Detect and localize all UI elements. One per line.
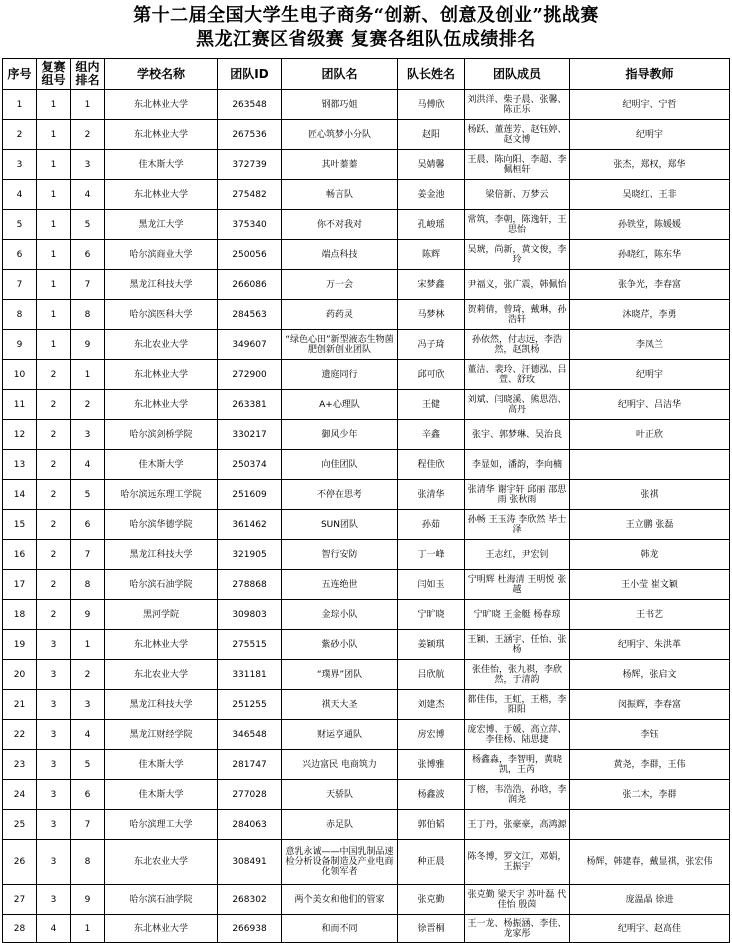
cell-team-id: 268302 [218, 885, 282, 915]
cell-rank: 5 [71, 210, 105, 240]
header-group: 复赛组号 [37, 59, 71, 90]
cell-rank: 6 [71, 780, 105, 810]
cell-rank: 5 [71, 750, 105, 780]
cell-members: 杨鑫淼，李智明，黄晓凯，王芮 [465, 750, 570, 780]
table-row [3, 420, 730, 450]
cell-rank: 1 [71, 90, 105, 120]
header-teacher: 指导教师 [570, 59, 730, 90]
cell-leader: 宋梦鑫 [398, 270, 465, 300]
cell-school: 黑龙江科技大学 [105, 540, 218, 570]
cell-school: 哈尔滨剑桥学院 [105, 420, 218, 450]
table-row [3, 450, 730, 480]
cell-teacher: 王小莹 崔文颖 [570, 570, 730, 600]
cell-seq: 11 [3, 390, 37, 420]
cell-group: 1 [37, 300, 71, 330]
cell-members: 丁榕，韦浩浩，孙晗，李润尧 [465, 780, 570, 810]
table-row [3, 390, 730, 420]
table-row [3, 210, 730, 240]
cell-group: 4 [37, 915, 71, 943]
cell-teacher: 黄尧，李群，王伟 [570, 750, 730, 780]
cell-seq: 8 [3, 300, 37, 330]
cell-team-id: 361462 [218, 510, 282, 540]
cell-school: 哈尔滨远东理工学院 [105, 480, 218, 510]
cell-seq: 15 [3, 510, 37, 540]
cell-teacher: 闵振辉，李春富 [570, 690, 730, 720]
cell-rank: 1 [71, 630, 105, 660]
cell-team-name: “璞界”团队 [282, 660, 398, 690]
cell-school: 佳木斯大学 [105, 750, 218, 780]
cell-members: 杨跃、董莲芳、赵钰婷、赵文博 [465, 120, 570, 150]
cell-rank: 6 [71, 510, 105, 540]
cell-team-id: 372739 [218, 150, 282, 180]
cell-seq: 2 [3, 120, 37, 150]
cell-teacher: 纪明宇、赵高佳 [570, 915, 730, 943]
cell-school: 东北林业大学 [105, 915, 218, 943]
cell-leader: 张博雅 [398, 750, 465, 780]
cell-seq: 21 [3, 690, 37, 720]
cell-team-id: 375340 [218, 210, 282, 240]
cell-leader: 姜金池 [398, 180, 465, 210]
cell-teacher: 王立鹏 张磊 [570, 510, 730, 540]
cell-leader: 吴婧馨 [398, 150, 465, 180]
cell-rank: 1 [71, 360, 105, 390]
cell-seq: 19 [3, 630, 37, 660]
cell-team-id: 272900 [218, 360, 282, 390]
header-members: 团队成员 [465, 59, 570, 90]
cell-rank: 8 [71, 840, 105, 885]
cell-school: 东北林业大学 [105, 120, 218, 150]
cell-teacher: 纪明宇 [570, 360, 730, 390]
table-row [3, 360, 730, 390]
cell-seq: 28 [3, 915, 37, 943]
cell-team-name: 畅言队 [282, 180, 398, 210]
cell-members: 张清华 谢宇轩 邱丽 邵思雨 张秋雨 [465, 480, 570, 510]
cell-members: 王志红，尹宏钊 [465, 540, 570, 570]
header-seq: 序号 [3, 59, 37, 90]
table-row [3, 720, 730, 750]
cell-school: 哈尔滨医科大学 [105, 300, 218, 330]
cell-school: 东北农业大学 [105, 660, 218, 690]
cell-rank: 9 [71, 600, 105, 630]
cell-teacher: 孙铁堂，陈媛媛 [570, 210, 730, 240]
cell-leader: 张清华 [398, 480, 465, 510]
cell-seq: 13 [3, 450, 37, 480]
cell-team-name: 和而不同 [282, 915, 398, 943]
cell-members: 常筑，李朝，陈逸轩，王思怡 [465, 210, 570, 240]
cell-teacher: 韩龙 [570, 540, 730, 570]
cell-team-id: 349607 [218, 330, 282, 360]
cell-rank: 6 [71, 240, 105, 270]
cell-team-id: 250056 [218, 240, 282, 270]
cell-school: 黑龙江大学 [105, 210, 218, 240]
cell-group: 2 [37, 540, 71, 570]
cell-seq: 16 [3, 540, 37, 570]
cell-rank: 7 [71, 540, 105, 570]
cell-members: 孙畅 王玉涛 李欣然 毕士泽 [465, 510, 570, 540]
cell-team-name: 兴边富民 电商筑力 [282, 750, 398, 780]
cell-team-name: 万一会 [282, 270, 398, 300]
cell-seq: 4 [3, 180, 37, 210]
cell-team-id: 281747 [218, 750, 282, 780]
cell-team-name: 钢都巧姐 [282, 90, 398, 120]
cell-leader: 孙茹 [398, 510, 465, 540]
cell-leader: 徐晋桐 [398, 915, 465, 943]
cell-seq: 6 [3, 240, 37, 270]
cell-teacher: 纪明宇 [570, 120, 730, 150]
cell-members: 王一龙、杨振涵、李佳、龙家彤 [465, 915, 570, 943]
cell-seq: 22 [3, 720, 37, 750]
cell-team-name: 药药灵 [282, 300, 398, 330]
cell-members: 尹福义，张广震，韩佩怡 [465, 270, 570, 300]
table-row [3, 480, 730, 510]
table-row [3, 330, 730, 360]
cell-team-name: 两个美女和他们的管家 [282, 885, 398, 915]
cell-rank: 9 [71, 330, 105, 360]
cell-team-id: 263548 [218, 90, 282, 120]
cell-members: 刘洪洋、柴子晨、张馨、陈正乐 [465, 90, 570, 120]
cell-teacher: 杨辉，韩建春，戴显祺，张宏伟 [570, 840, 730, 885]
cell-members: 梁倍新、万梦云 [465, 180, 570, 210]
cell-rank: 7 [71, 810, 105, 840]
table-row [3, 90, 730, 120]
table-row [3, 300, 730, 330]
cell-group: 3 [37, 780, 71, 810]
cell-team-name: “绿色心田”新型液态生物菌肥创新创业团队 [282, 330, 398, 360]
cell-team-id: 275482 [218, 180, 282, 210]
cell-seq: 18 [3, 600, 37, 630]
cell-group: 1 [37, 330, 71, 360]
cell-teacher: 张争光，李春富 [570, 270, 730, 300]
cell-teacher: 庞温晶 徐进 [570, 885, 730, 915]
cell-rank: 4 [71, 450, 105, 480]
cell-team-id: 321905 [218, 540, 282, 570]
cell-group: 1 [37, 90, 71, 120]
cell-rank: 2 [71, 120, 105, 150]
cell-team-name: 端点科技 [282, 240, 398, 270]
cell-leader: 杨鑫波 [398, 780, 465, 810]
cell-team-id: 331181 [218, 660, 282, 690]
cell-team-name: 不停在思考 [282, 480, 398, 510]
cell-leader: 陈辉 [398, 240, 465, 270]
cell-team-id: 266938 [218, 915, 282, 943]
cell-school: 佳木斯大学 [105, 450, 218, 480]
cell-teacher: 张祺 [570, 480, 730, 510]
cell-team-name: 向佳团队 [282, 450, 398, 480]
cell-school: 东北林业大学 [105, 180, 218, 210]
cell-members: 贺莉倩，曾琦，戴琳，孙浩轩 [465, 300, 570, 330]
cell-school: 哈尔滨华德学院 [105, 510, 218, 540]
table-header-row [3, 59, 730, 90]
cell-rank: 7 [71, 270, 105, 300]
cell-teacher: 杨辉，张启文 [570, 660, 730, 690]
cell-seq: 17 [3, 570, 37, 600]
cell-leader: 马梦林 [398, 300, 465, 330]
cell-team-name: 天骄队 [282, 780, 398, 810]
cell-school: 东北农业大学 [105, 840, 218, 885]
cell-group: 2 [37, 390, 71, 420]
cell-members: 王晨、陈向阳、李超、李佩桓轩 [465, 150, 570, 180]
header-leader: 队长姓名 [398, 59, 465, 90]
cell-leader: 吕欣航 [398, 660, 465, 690]
cell-school: 黑龙江财经学院 [105, 720, 218, 750]
table-row [3, 780, 730, 810]
table-row [3, 180, 730, 210]
cell-leader: 孔峻瑶 [398, 210, 465, 240]
cell-leader: 程佳欣 [398, 450, 465, 480]
cell-team-name: 财运亨通队 [282, 720, 398, 750]
cell-team-id: 346548 [218, 720, 282, 750]
cell-members: 吴琥，尚新，黄文俊，李玲 [465, 240, 570, 270]
cell-teacher: 纪明宇、宁哲 [570, 90, 730, 120]
cell-leader: 刘建杰 [398, 690, 465, 720]
cell-leader: 房宏博 [398, 720, 465, 750]
cell-team-name: 紫砂小队 [282, 630, 398, 660]
cell-group: 3 [37, 630, 71, 660]
table-row [3, 630, 730, 660]
cell-group: 2 [37, 600, 71, 630]
header-team-id: 团队ID [218, 59, 282, 90]
cell-team-name: A+心理队 [282, 390, 398, 420]
cell-school: 黑龙江科技大学 [105, 270, 218, 300]
cell-teacher: 张二木，李群 [570, 780, 730, 810]
cell-teacher: 王书艺 [570, 600, 730, 630]
cell-school: 东北林业大学 [105, 390, 218, 420]
cell-team-name: 金琮小队 [282, 600, 398, 630]
cell-team-name: 赤足队 [282, 810, 398, 840]
cell-leader: 郭伯韬 [398, 810, 465, 840]
table-row [3, 120, 730, 150]
cell-rank: 2 [71, 390, 105, 420]
cell-group: 2 [37, 420, 71, 450]
cell-team-id: 250374 [218, 450, 282, 480]
cell-leader: 宁旷晓 [398, 600, 465, 630]
cell-teacher [570, 810, 730, 840]
cell-team-name: 匠心筑梦小分队 [282, 120, 398, 150]
table-row [3, 840, 730, 885]
cell-rank: 4 [71, 180, 105, 210]
cell-team-id: 284563 [218, 300, 282, 330]
cell-group: 2 [37, 570, 71, 600]
cell-rank: 3 [71, 150, 105, 180]
cell-leader: 赵阳 [398, 120, 465, 150]
cell-school: 黑河学院 [105, 600, 218, 630]
cell-teacher: 张杰，郑权，郑华 [570, 150, 730, 180]
cell-seq: 20 [3, 660, 37, 690]
cell-team-name: 遗庭同行 [282, 360, 398, 390]
cell-rank: 4 [71, 720, 105, 750]
cell-rank: 5 [71, 480, 105, 510]
cell-group: 1 [37, 150, 71, 180]
cell-rank: 1 [71, 915, 105, 943]
cell-team-name: 御风少年 [282, 420, 398, 450]
cell-members: 张佳怡，张九祺，李欣然，于清韵 [465, 660, 570, 690]
cell-members: 宁旷晓 王金艇 杨春琼 [465, 600, 570, 630]
cell-group: 3 [37, 810, 71, 840]
cell-leader: 冯子琦 [398, 330, 465, 360]
cell-school: 东北林业大学 [105, 90, 218, 120]
header-school: 学校名称 [105, 59, 218, 90]
cell-group: 1 [37, 270, 71, 300]
cell-team-name: 五连绝世 [282, 570, 398, 600]
cell-leader: 丁一峰 [398, 540, 465, 570]
cell-school: 东北林业大学 [105, 630, 218, 660]
cell-seq: 26 [3, 840, 37, 885]
header-team-name: 团队名 [282, 59, 398, 90]
cell-team-id: 278868 [218, 570, 282, 600]
table-row [3, 540, 730, 570]
cell-teacher: 纪明宇、朱洪革 [570, 630, 730, 660]
cell-group: 2 [37, 510, 71, 540]
cell-group: 1 [37, 180, 71, 210]
cell-team-name: 其叶蓁蓁 [282, 150, 398, 180]
cell-rank: 8 [71, 570, 105, 600]
cell-leader: 种正晨 [398, 840, 465, 885]
cell-group: 1 [37, 210, 71, 240]
table-row [3, 750, 730, 780]
cell-leader: 闫如玉 [398, 570, 465, 600]
cell-seq: 10 [3, 360, 37, 390]
cell-seq: 5 [3, 210, 37, 240]
cell-group: 3 [37, 885, 71, 915]
cell-seq: 1 [3, 90, 37, 120]
table-row [3, 660, 730, 690]
cell-team-name: 智行安防 [282, 540, 398, 570]
cell-leader: 邱可欣 [398, 360, 465, 390]
cell-group: 1 [37, 240, 71, 270]
table-row [3, 690, 730, 720]
cell-group: 3 [37, 660, 71, 690]
table-row [3, 600, 730, 630]
cell-members: 王颖、王涵宇、任怡、张杨 [465, 630, 570, 660]
cell-members: 都佳伟，王虹，王楷，李阳阳 [465, 690, 570, 720]
cell-school: 东北林业大学 [105, 360, 218, 390]
page-title: 第十二届全国大学生电子商务“创新、创意及创业”挑战赛 [133, 5, 599, 26]
cell-members: 王丁丹，张豪豪，高鸿源 [465, 810, 570, 840]
cell-team-id: 330217 [218, 420, 282, 450]
cell-leader: 辛鑫 [398, 420, 465, 450]
cell-group: 2 [37, 450, 71, 480]
table-row [3, 570, 730, 600]
cell-members: 张宇、郭梦琳、吴治良 [465, 420, 570, 450]
table-body [3, 90, 730, 943]
cell-team-id: 263381 [218, 390, 282, 420]
cell-team-name: 你不对我对 [282, 210, 398, 240]
cell-teacher: 吴晓红、王非 [570, 180, 730, 210]
cell-leader: 马傅欣 [398, 90, 465, 120]
cell-group: 2 [37, 480, 71, 510]
cell-leader: 姜颖琪 [398, 630, 465, 660]
cell-members: 董洁、裴玲、汗德泓、吕萱、舒玫 [465, 360, 570, 390]
cell-teacher: 沐晓芹，李勇 [570, 300, 730, 330]
ranking-table [2, 58, 730, 943]
cell-members: 孙依然，付志远，李浩然，赵凯杨 [465, 330, 570, 360]
cell-seq: 24 [3, 780, 37, 810]
cell-team-id: 251609 [218, 480, 282, 510]
cell-group: 3 [37, 690, 71, 720]
cell-members: 李显如，潘韵，李向楠 [465, 450, 570, 480]
cell-teacher: 叶正欣 [570, 420, 730, 450]
cell-team-id: 277028 [218, 780, 282, 810]
table-row [3, 240, 730, 270]
cell-seq: 9 [3, 330, 37, 360]
cell-group: 2 [37, 360, 71, 390]
cell-team-id: 251255 [218, 690, 282, 720]
cell-leader: 王健 [398, 390, 465, 420]
cell-team-id: 284063 [218, 810, 282, 840]
cell-rank: 3 [71, 420, 105, 450]
cell-team-id: 275515 [218, 630, 282, 660]
cell-members: 张克勤 梁天宇 苏叶磊 代佳怡 殷茵 [465, 885, 570, 915]
cell-school: 佳木斯大学 [105, 150, 218, 180]
cell-leader: 张克勤 [398, 885, 465, 915]
cell-school: 哈尔滨石油学院 [105, 885, 218, 915]
table-row [3, 270, 730, 300]
cell-rank: 9 [71, 885, 105, 915]
cell-team-id: 267536 [218, 120, 282, 150]
cell-seq: 27 [3, 885, 37, 915]
cell-members: 刘斌、闫晓溪、熊思浩、高丹 [465, 390, 570, 420]
cell-group: 3 [37, 720, 71, 750]
cell-school: 哈尔滨理工大学 [105, 810, 218, 840]
table-row [3, 510, 730, 540]
cell-seq: 25 [3, 810, 37, 840]
cell-seq: 7 [3, 270, 37, 300]
cell-teacher: 纪明宇、吕洁华 [570, 390, 730, 420]
cell-seq: 23 [3, 750, 37, 780]
cell-team-id: 266086 [218, 270, 282, 300]
cell-group: 1 [37, 120, 71, 150]
cell-team-name: SUN团队 [282, 510, 398, 540]
cell-seq: 12 [3, 420, 37, 450]
cell-team-name: 意乳永诚——中国乳制品速检分析设备制造及产业电商化领军者 [282, 840, 398, 885]
cell-rank: 3 [71, 690, 105, 720]
cell-school: 哈尔滨石油学院 [105, 570, 218, 600]
cell-rank: 8 [71, 300, 105, 330]
cell-team-name: 祺天大圣 [282, 690, 398, 720]
cell-seq: 3 [3, 150, 37, 180]
cell-school: 东北农业大学 [105, 330, 218, 360]
cell-teacher: 孙晓红，陈东华 [570, 240, 730, 270]
cell-rank: 2 [71, 660, 105, 690]
cell-team-id: 308491 [218, 840, 282, 885]
cell-teacher [570, 450, 730, 480]
cell-school: 哈尔滨商业大学 [105, 240, 218, 270]
cell-group: 3 [37, 840, 71, 885]
table-row [3, 150, 730, 180]
cell-school: 黑龙江科技大学 [105, 690, 218, 720]
cell-members: 陈冬博，罗文江，邓娟，王振宇 [465, 840, 570, 885]
cell-teacher: 李凤兰 [570, 330, 730, 360]
cell-seq: 14 [3, 480, 37, 510]
table-row [3, 915, 730, 943]
page-subtitle: 黑龙江赛区省级赛 复赛各组队伍成绩排名 [196, 29, 536, 50]
cell-teacher: 李钰 [570, 720, 730, 750]
cell-members: 宁明辉 杜海清 王明悦 张越 [465, 570, 570, 600]
cell-members: 庞宏博、于媛、高立萍、李佳杨、陆思捷 [465, 720, 570, 750]
header-rank: 组内排名 [71, 59, 105, 90]
cell-team-id: 309803 [218, 600, 282, 630]
cell-school: 佳木斯大学 [105, 780, 218, 810]
cell-group: 3 [37, 750, 71, 780]
table-row [3, 810, 730, 840]
